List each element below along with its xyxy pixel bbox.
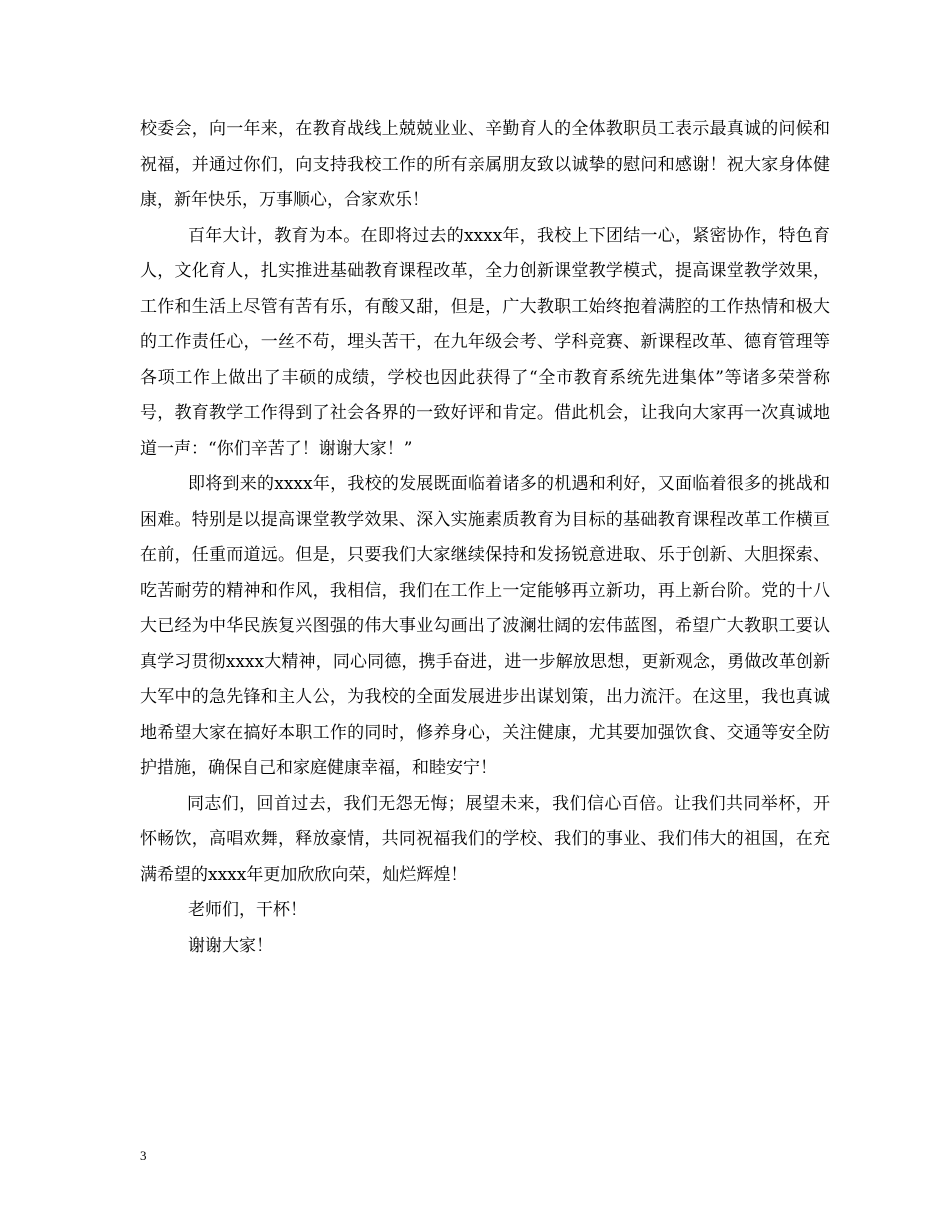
paragraph-greeting-continued: 校委会，向一年来，在教育战线上兢兢业业、辛勤育人的全体教职员工表示最真诚的问候和祝福，并通过你们，向支持我校工作的所有亲属朋友致以诚挚的慰问和感谢！祝大家身体健康，新年快乐，万事顺心，合家欢乐！ (140, 119, 830, 210)
paragraph-future-development: 即将到来的xxxx年，我校的发展既面临着诸多的机遇和利好，又面临着很多的挑战和困难。特别是以提高课堂教学效果、深入实施素质教育为目标的基础教育课程改革工作横亘在前，任重而道远。但是，只要我们大家继续保持和发扬锐意进取、乐于创新、大胆探索、吃苦耐劳的精神和作风，我相信，我们在工作上一定能够再立新功，再上新台阶。党的十八大已经为中华民族复兴图强的伟大事业勾画出了波澜壮阔的宏伟蓝图，希望广大教职工要认真学习贯彻xxxx大精神，同心同德，携手奋进，进一步解放思想，更新观念，勇做改革创新大军中的急先锋和主人公，为我校的全面发展进步出谋划策，出力流汗。在这里，我也真诚地希望大家在搞好本职工作的同时，修养身心，关注健康，尤其要加强饮食、交通等安全防护措施，确保自己和家庭健康幸福，和睦安宁！ (140, 474, 830, 778)
page-number: 3 (140, 1148, 147, 1163)
paragraph-education-achievements: 百年大计，教育为本。在即将过去的xxxx年，我校上下团结一心，紧密协作，特色育人，文化育人，扎实推进基础教育课程改革，全力创新课堂教学模式，提高课堂教学效果，工作和生活上尽管有苦有乐，有酸又甜，但是，广大教职工始终抱着满腔的工作热情和极大的工作责任心，一丝不苟，埋头苦干，在九年级会考、学科竞赛、新课程改革、德育管理等各项工作上做出了丰硕的成绩，学校也因此获得了“全市教育系统先进集体”等诸多荣誉称号，教育教学工作得到了社会各界的一致好评和肯定。借此机会，让我向大家再一次真诚地道一声：“你们辛苦了！谢谢大家！” (140, 225, 830, 459)
paragraph-thanks: 谢谢大家！ (188, 935, 273, 956)
paragraph-cheers: 老师们，干杯！ (188, 900, 307, 920)
document-body (140, 112, 830, 964)
paragraph-toast-call: 同志们，回首过去，我们无怨无悔；展望未来，我们信心百倍。让我们共同举杯，开怀畅饮，高唱欢舞，释放豪情，共同祝福我们的学校、我们的事业、我们伟大的祖国，在充满希望的xxxx年更加欣欣向荣，灿烂辉煌！ (140, 793, 830, 885)
